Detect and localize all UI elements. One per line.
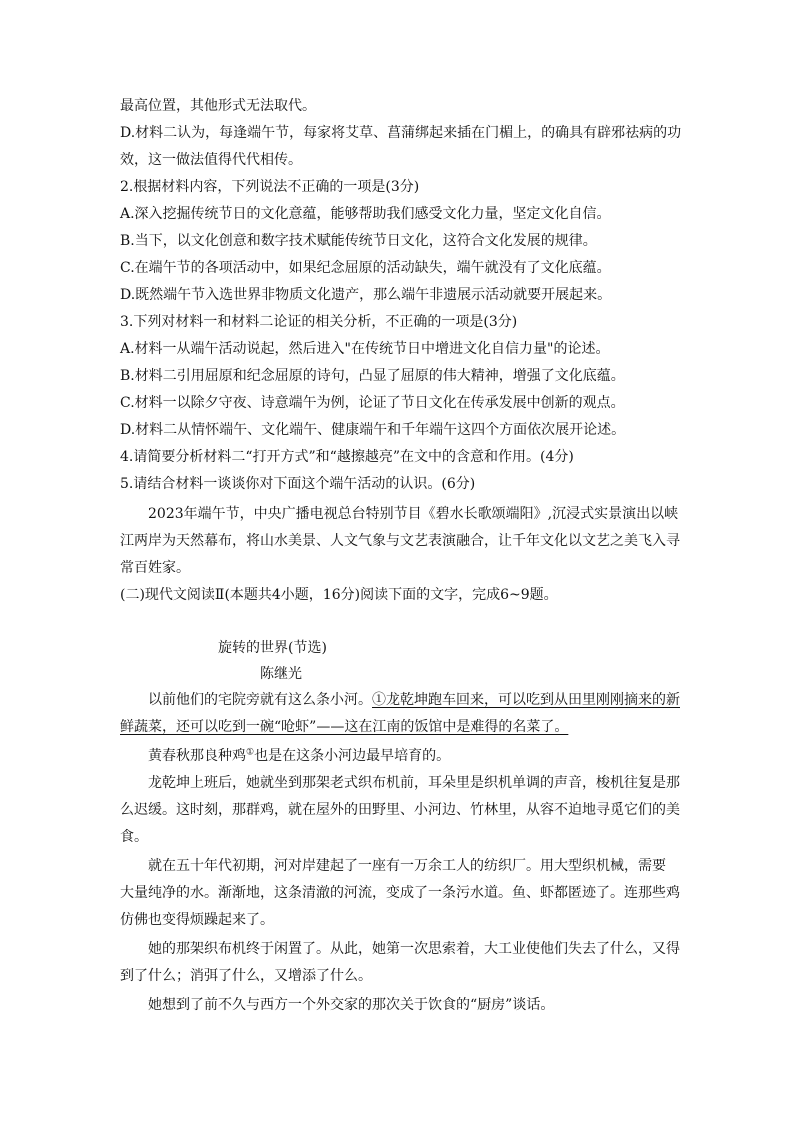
article-paragraph: 么迟缓。这时刻，那群鸡，就在屋外的田野里、小河边、竹林里，从容不迫地寻觅它们的美 [120, 802, 680, 818]
article-paragraph: 她的那架织布机终于闲置了。从此，她第一次思索着，大工业使他们失去了什么，又得 [148, 941, 680, 957]
article-paragraph: 就在五十年代初期，河对岸建起了一座有一万余工人的纺织厂。用大型织机械，需要 [148, 858, 666, 874]
article-author: 陈继光 [260, 666, 302, 682]
question-2: 2.根据材料内容，下列说法不正确的一项是(3分) [120, 179, 420, 195]
article-title: 旋转的世界(节选) [218, 640, 327, 656]
material-paragraph: 江两岸为天然幕布，将山水美景、人文气象与文艺表演融合，让千年文化以文艺之美飞入寻 [120, 533, 680, 549]
material-paragraph: 常百姓家。 [120, 560, 190, 576]
article-paragraph: 以前他们的宅院旁就有这么条小河。①龙乾坤跑车回来，可以吃到从田里刚刚摘来的新 [148, 692, 680, 708]
article-paragraph: 大量纯净的水。渐渐地，这条清澈的河流，变成了一条污水道。鱼、虾都匿迹了。连那些鸡 [120, 885, 680, 901]
article-paragraph: 龙乾坤上班后，她就坐到那架老式织布机前，耳朵里是织机单调的声音，梭机往复是那 [148, 775, 680, 791]
article-paragraph [120, 717, 568, 737]
footnote-marker: ① [246, 747, 255, 758]
question-5: 5.请结合材料一谈谈你对下面这个端午活动的认识。(6分) [120, 476, 476, 492]
text-line: 最高位置，其他形式无法取代。 [120, 98, 316, 114]
material-paragraph: 2023年端午节，中央广播电视总台特别节目《碧水长歌颂端阳》,沉浸式实景演出以峡 [148, 506, 679, 522]
article-paragraph: 食。 [120, 829, 148, 845]
option-a: A.深入挖掘传统节日的文化意蕴，能够帮助我们感受文化力量，坚定文化自信。 [120, 206, 611, 222]
option-b: B.材料二引用屈原和纪念屈原的诗句，凸显了屈原的伟大精神，增强了文化底蕴。 [120, 368, 625, 384]
article-paragraph: 黄春秋那良种鸡①也是在这条小河边最早培育的。 [148, 747, 451, 764]
article-paragraph: 仿佛也变得烦躁起来了。 [120, 912, 274, 928]
section-heading: (二)现代文阅读Ⅱ(本题共4小题，16分)阅读下面的文字，完成6~9题。 [120, 587, 558, 603]
text-line: D.材料二认为，每逢端午节，每家将艾草、菖蒲绑起来插在门楣上，的确具有辟邪祛病的功 [120, 125, 682, 141]
option-b: B.当下，以文化创意和数字技术赋能传统节日文化，这符合文化发展的规律。 [120, 233, 597, 249]
option-c: C.材料一以除夕守夜、诗意端午为例，论证了节日文化在传承发展中创新的观点。 [120, 395, 625, 411]
question-4: 4.请简要分析材料二“打开方式”和“越擦越亮”在文中的含意和作用。(4分) [120, 449, 574, 465]
underlined-sentence: 鲜蔬菜，还可以吃到一碗“呛虾”——这在江南的饭馆中是难得的名菜了。 [120, 719, 569, 735]
option-d: D.既然端午节入选世界非物质文化遗产，那么端午非遗展示活动就要开展起来。 [120, 287, 612, 303]
article-paragraph: 到了什么；消弭了什么，又增添了什么。 [120, 968, 372, 984]
article-paragraph: 她想到了前不久与西方一个外交家的那次关于饮食的“厨房”谈话。 [148, 997, 555, 1013]
option-c: C.在端午节的各项活动中，如果纪念屈原的活动缺失，端午就没有了文化底蕴。 [120, 260, 611, 276]
text-line: 效，这一做法值得代代相传。 [120, 152, 302, 168]
question-3: 3.下列对材料一和材料二论证的相关分析，不正确的一项是(3分) [120, 314, 518, 330]
option-d: D.材料二从情怀端午、文化端午、健康端午和千年端午这四个方面依次展开论述。 [120, 422, 626, 438]
underlined-sentence: ①龙乾坤跑车回来，可以吃到从田里刚刚摘来的新 [372, 692, 680, 708]
option-a: A.材料一从端午活动说起，然后进入"在传统节日中增进文化自信力量"的论述。 [120, 341, 610, 357]
